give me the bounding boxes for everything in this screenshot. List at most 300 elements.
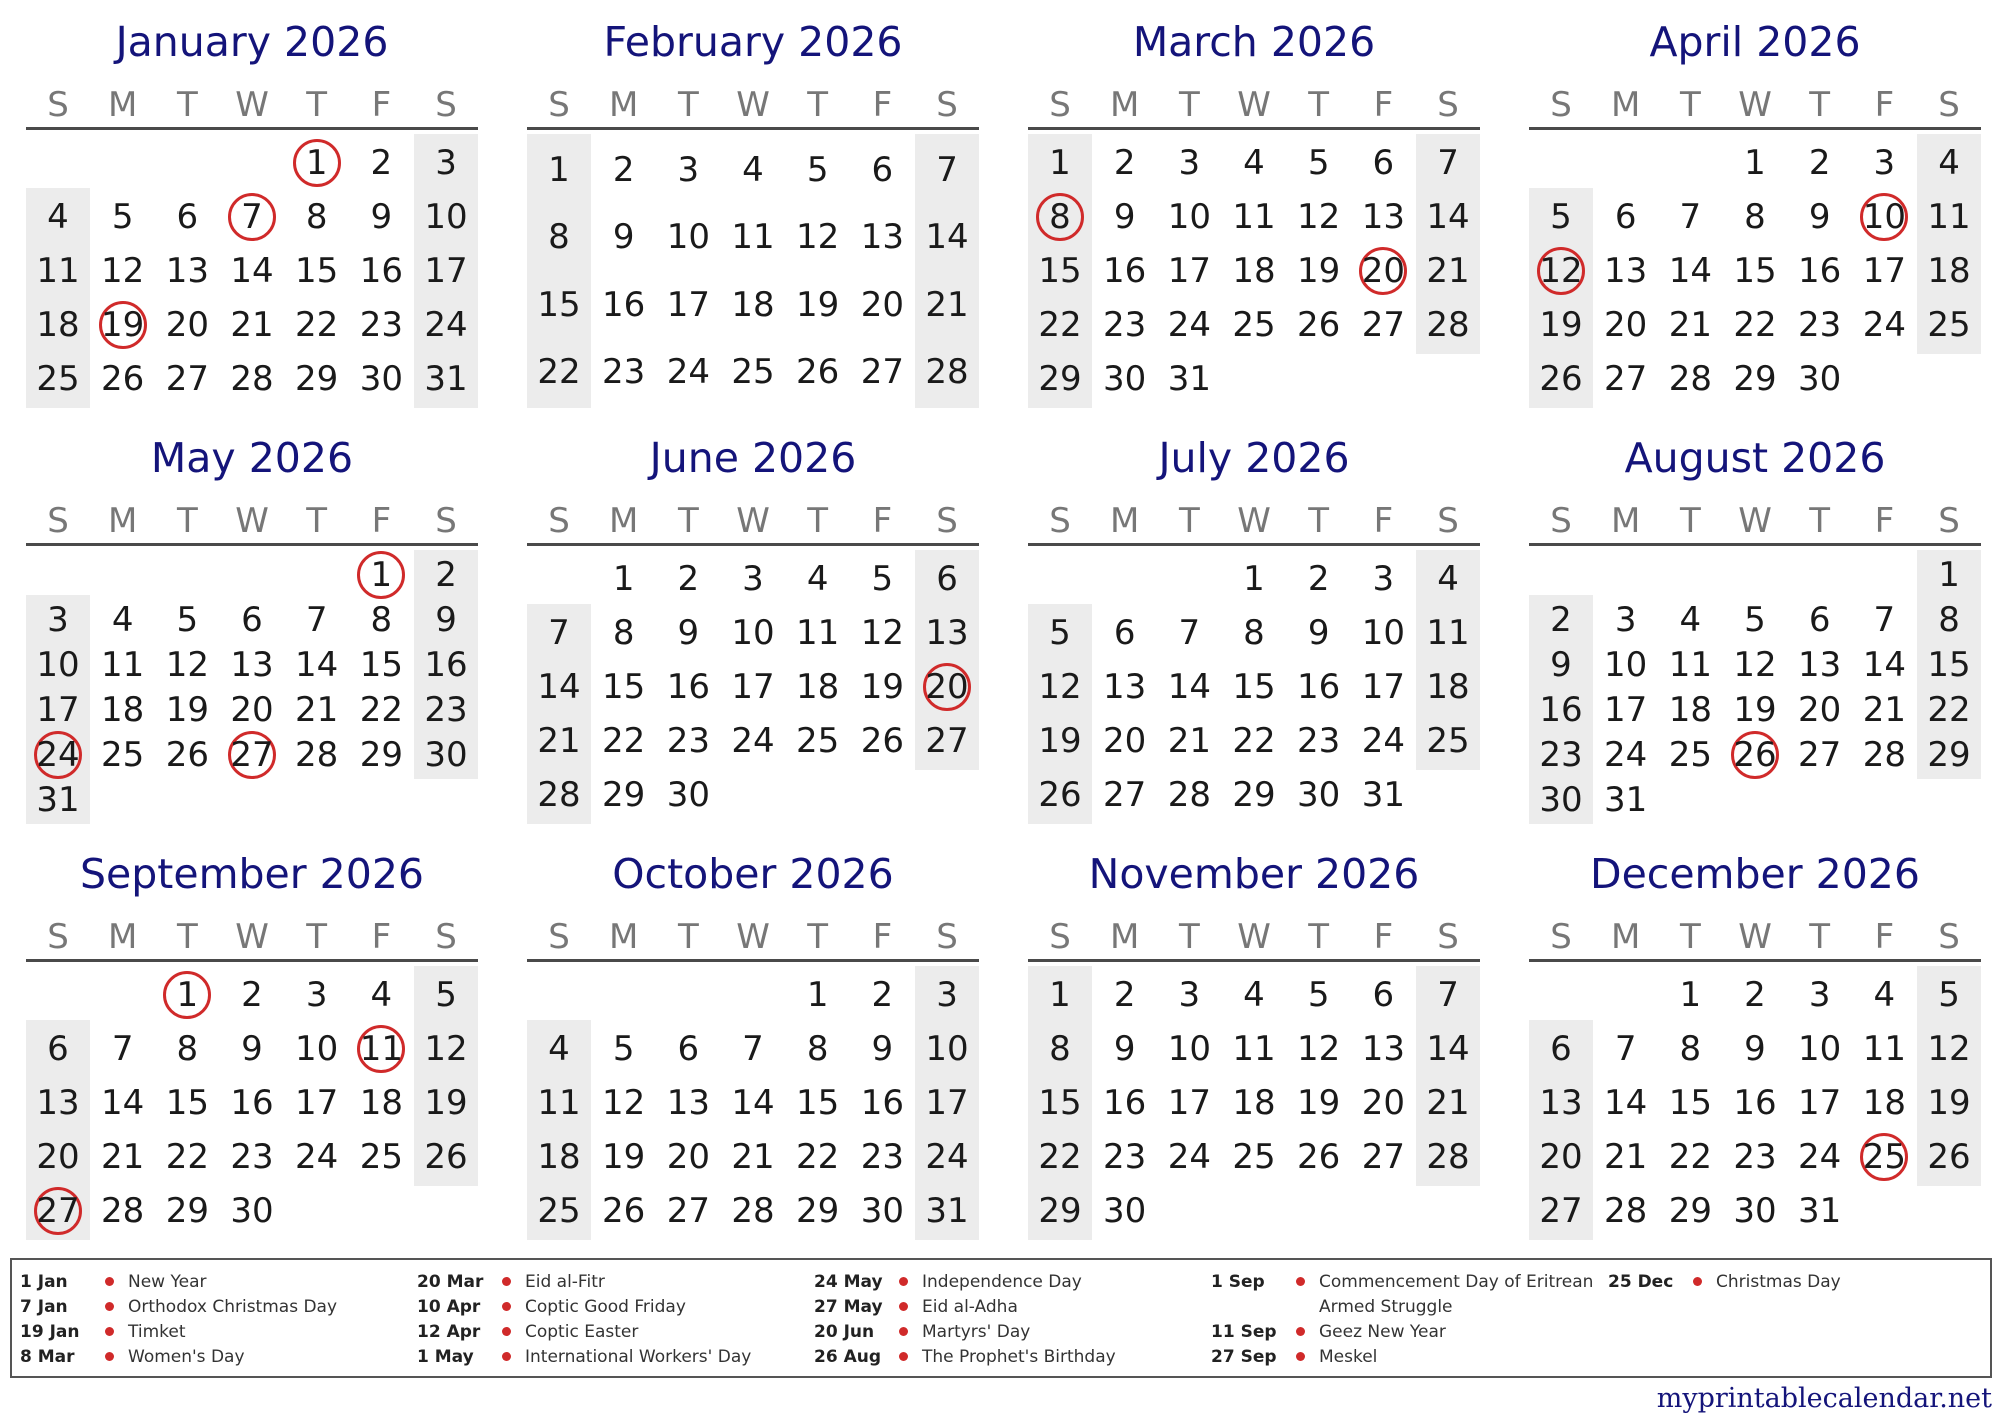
calendar-day[interactable]: 23 bbox=[359, 305, 403, 345]
calendar-day[interactable]: 23 bbox=[860, 1137, 904, 1177]
calendar-day[interactable]: 15 bbox=[1038, 1083, 1082, 1123]
calendar-day[interactable]: 12 bbox=[602, 1083, 646, 1123]
calendar-day[interactable]: 4 bbox=[1938, 143, 1960, 183]
calendar-day[interactable]: 13 bbox=[666, 1083, 710, 1123]
calendar-day[interactable]: 14 bbox=[1167, 667, 1211, 707]
calendar-day[interactable]: 8 bbox=[1243, 613, 1265, 653]
calendar-day[interactable]: 19 bbox=[602, 1137, 646, 1177]
calendar-day[interactable]: 14 bbox=[537, 667, 581, 707]
calendar-day[interactable]: 13 bbox=[1604, 251, 1648, 291]
calendar-day[interactable]: 30 bbox=[1733, 1191, 1777, 1231]
calendar-day[interactable]: 5 bbox=[806, 149, 829, 190]
calendar-day[interactable]: 25 bbox=[1232, 1137, 1276, 1177]
calendar-day[interactable]: 5 bbox=[1550, 197, 1572, 237]
calendar-day[interactable]: 2 bbox=[241, 975, 263, 1015]
calendar-day[interactable]: 31 bbox=[36, 779, 80, 820]
calendar-day[interactable]: 30 bbox=[1798, 359, 1842, 399]
calendar-day[interactable]: 15 bbox=[165, 1083, 209, 1123]
calendar-day[interactable]: 28 bbox=[1604, 1191, 1648, 1231]
calendar-day[interactable]: 17 bbox=[424, 251, 468, 291]
calendar-day[interactable]: 11 bbox=[537, 1083, 581, 1123]
calendar-day[interactable]: 8 bbox=[176, 1029, 199, 1069]
calendar-day[interactable]: 11 bbox=[1927, 197, 1971, 237]
calendar-day[interactable]: 5 bbox=[176, 599, 199, 640]
calendar-day[interactable]: 1 bbox=[548, 149, 570, 190]
calendar-day[interactable]: 28 bbox=[1426, 305, 1470, 345]
calendar-day[interactable]: 28 bbox=[1426, 1137, 1470, 1177]
calendar-day[interactable]: 7 bbox=[1679, 197, 1702, 237]
calendar-day[interactable]: 12 bbox=[1733, 644, 1777, 685]
calendar-day[interactable]: 15 bbox=[1232, 667, 1276, 707]
calendar-day[interactable]: 4 bbox=[1437, 559, 1459, 599]
calendar-day[interactable]: 14 bbox=[1862, 644, 1906, 685]
calendar-day[interactable]: 26 bbox=[1297, 1137, 1341, 1177]
calendar-day[interactable]: 21 bbox=[731, 1137, 775, 1177]
calendar-day[interactable]: 29 bbox=[796, 1191, 840, 1231]
calendar-day[interactable]: 25 bbox=[537, 1191, 581, 1231]
calendar-day[interactable]: 7 bbox=[1437, 975, 1459, 1015]
calendar-day[interactable]: 13 bbox=[1103, 667, 1147, 707]
calendar-day[interactable]: 24 bbox=[731, 721, 775, 761]
calendar-day[interactable]: 18 bbox=[731, 284, 775, 325]
calendar-day[interactable]: 5 bbox=[1744, 599, 1766, 640]
calendar-day[interactable]: 25 bbox=[731, 352, 775, 393]
calendar-day[interactable]: 19 bbox=[1539, 305, 1583, 345]
calendar-day[interactable]: 26 bbox=[101, 359, 145, 399]
calendar-day[interactable]: 30 bbox=[666, 775, 710, 815]
calendar-day[interactable]: 15 bbox=[1668, 1083, 1712, 1123]
calendar-day[interactable]: 13 bbox=[165, 251, 209, 291]
holiday-day[interactable]: 7 bbox=[241, 197, 263, 237]
calendar-day[interactable]: 5 bbox=[111, 197, 134, 237]
calendar-day[interactable]: 15 bbox=[602, 667, 646, 707]
calendar-day[interactable]: 30 bbox=[1103, 1191, 1147, 1231]
calendar-day[interactable]: 8 bbox=[1049, 1029, 1071, 1069]
calendar-day[interactable]: 20 bbox=[36, 1137, 80, 1177]
calendar-day[interactable]: 22 bbox=[602, 721, 646, 761]
calendar-day[interactable]: 18 bbox=[1668, 689, 1712, 730]
holiday-day[interactable]: 1 bbox=[370, 554, 393, 595]
calendar-day[interactable]: 8 bbox=[1938, 599, 1960, 640]
calendar-day[interactable]: 27 bbox=[165, 359, 209, 399]
calendar-day[interactable]: 27 bbox=[860, 352, 904, 393]
holiday-day[interactable]: 8 bbox=[1049, 197, 1071, 237]
calendar-day[interactable]: 14 bbox=[230, 251, 274, 291]
calendar-day[interactable]: 4 bbox=[548, 1029, 570, 1069]
calendar-day[interactable]: 29 bbox=[1668, 1191, 1712, 1231]
calendar-day[interactable]: 8 bbox=[806, 1029, 829, 1069]
calendar-day[interactable]: 31 bbox=[1361, 775, 1405, 815]
calendar-day[interactable]: 29 bbox=[1038, 1191, 1082, 1231]
calendar-day[interactable]: 16 bbox=[1733, 1083, 1777, 1123]
calendar-day[interactable]: 30 bbox=[424, 734, 468, 775]
calendar-day[interactable]: 22 bbox=[1927, 689, 1971, 730]
calendar-day[interactable]: 21 bbox=[1604, 1137, 1648, 1177]
calendar-day[interactable]: 23 bbox=[1103, 1137, 1147, 1177]
calendar-day[interactable]: 16 bbox=[666, 667, 710, 707]
calendar-day[interactable]: 4 bbox=[742, 149, 764, 190]
calendar-day[interactable]: 2 bbox=[871, 975, 894, 1015]
calendar-day[interactable]: 12 bbox=[860, 613, 904, 653]
holiday-day[interactable]: 11 bbox=[359, 1029, 403, 1069]
calendar-day[interactable]: 10 bbox=[424, 197, 468, 237]
calendar-day[interactable]: 8 bbox=[370, 599, 393, 640]
calendar-day[interactable]: 9 bbox=[1744, 1029, 1766, 1069]
calendar-day[interactable]: 27 bbox=[1539, 1191, 1583, 1231]
calendar-day[interactable]: 2 bbox=[1550, 599, 1572, 640]
calendar-day[interactable]: 21 bbox=[1426, 251, 1470, 291]
holiday-day[interactable]: 26 bbox=[1733, 734, 1777, 775]
calendar-day[interactable]: 15 bbox=[537, 284, 581, 325]
calendar-day[interactable]: 25 bbox=[359, 1137, 403, 1177]
calendar-day[interactable]: 14 bbox=[295, 644, 339, 685]
calendar-day[interactable]: 6 bbox=[47, 1029, 69, 1069]
holiday-day[interactable]: 12 bbox=[1539, 251, 1583, 291]
calendar-day[interactable]: 9 bbox=[1113, 197, 1136, 237]
calendar-day[interactable]: 12 bbox=[1038, 667, 1082, 707]
holiday-day[interactable]: 1 bbox=[176, 975, 199, 1015]
calendar-day[interactable]: 26 bbox=[1539, 359, 1583, 399]
calendar-day[interactable]: 31 bbox=[1798, 1191, 1842, 1231]
calendar-day[interactable]: 13 bbox=[1539, 1083, 1583, 1123]
calendar-day[interactable]: 21 bbox=[1862, 689, 1906, 730]
calendar-day[interactable]: 30 bbox=[359, 359, 403, 399]
calendar-day[interactable]: 28 bbox=[1668, 359, 1712, 399]
calendar-day[interactable]: 16 bbox=[1103, 251, 1147, 291]
calendar-day[interactable]: 7 bbox=[1437, 143, 1459, 183]
calendar-day[interactable]: 18 bbox=[359, 1083, 403, 1123]
calendar-day[interactable]: 6 bbox=[1550, 1029, 1572, 1069]
calendar-day[interactable]: 30 bbox=[1297, 775, 1341, 815]
calendar-day[interactable]: 7 bbox=[548, 613, 570, 653]
calendar-day[interactable]: 9 bbox=[370, 197, 393, 237]
calendar-day[interactable]: 20 bbox=[860, 284, 904, 325]
calendar-day[interactable]: 2 bbox=[1744, 975, 1766, 1015]
calendar-day[interactable]: 23 bbox=[1798, 305, 1842, 345]
calendar-day[interactable]: 17 bbox=[1604, 689, 1648, 730]
calendar-day[interactable]: 24 bbox=[1361, 721, 1405, 761]
calendar-day[interactable]: 19 bbox=[796, 284, 840, 325]
calendar-day[interactable]: 27 bbox=[1798, 734, 1842, 775]
calendar-day[interactable]: 16 bbox=[359, 251, 403, 291]
calendar-day[interactable]: 22 bbox=[359, 689, 403, 730]
calendar-day[interactable]: 3 bbox=[936, 975, 958, 1015]
calendar-day[interactable]: 28 bbox=[101, 1191, 145, 1231]
calendar-day[interactable]: 5 bbox=[435, 975, 457, 1015]
calendar-day[interactable]: 16 bbox=[230, 1083, 274, 1123]
site-credit[interactable]: myprintablecalendar.net bbox=[1656, 1383, 1992, 1414]
calendar-day[interactable]: 19 bbox=[1927, 1083, 1971, 1123]
calendar-day[interactable]: 6 bbox=[1372, 975, 1395, 1015]
calendar-day[interactable]: 3 bbox=[1372, 559, 1395, 599]
calendar-day[interactable]: 1 bbox=[1243, 559, 1265, 599]
calendar-day[interactable]: 11 bbox=[796, 613, 840, 653]
calendar-day[interactable]: 6 bbox=[871, 149, 894, 190]
calendar-day[interactable]: 22 bbox=[1038, 1137, 1082, 1177]
calendar-day[interactable]: 4 bbox=[806, 559, 829, 599]
calendar-day[interactable]: 18 bbox=[36, 305, 80, 345]
holiday-day[interactable]: 10 bbox=[1862, 197, 1906, 237]
calendar-day[interactable]: 21 bbox=[1426, 1083, 1470, 1123]
calendar-day[interactable]: 7 bbox=[1614, 1029, 1637, 1069]
calendar-day[interactable]: 3 bbox=[1808, 975, 1831, 1015]
calendar-day[interactable]: 5 bbox=[612, 1029, 635, 1069]
calendar-day[interactable]: 22 bbox=[537, 352, 581, 393]
calendar-day[interactable]: 10 bbox=[295, 1029, 339, 1069]
calendar-day[interactable]: 19 bbox=[1038, 721, 1082, 761]
calendar-day[interactable]: 8 bbox=[305, 197, 328, 237]
calendar-day[interactable]: 22 bbox=[1038, 305, 1082, 345]
calendar-day[interactable]: 4 bbox=[1679, 599, 1702, 640]
calendar-day[interactable]: 26 bbox=[860, 721, 904, 761]
calendar-day[interactable]: 9 bbox=[435, 599, 457, 640]
calendar-day[interactable]: 17 bbox=[666, 284, 710, 325]
calendar-day[interactable]: 8 bbox=[612, 613, 635, 653]
calendar-day[interactable]: 17 bbox=[36, 689, 80, 730]
holiday-day[interactable]: 27 bbox=[36, 1191, 80, 1231]
calendar-day[interactable]: 7 bbox=[305, 599, 328, 640]
calendar-day[interactable]: 25 bbox=[1927, 305, 1971, 345]
calendar-day[interactable]: 25 bbox=[101, 734, 145, 775]
calendar-day[interactable]: 18 bbox=[1426, 667, 1470, 707]
calendar-day[interactable]: 6 bbox=[677, 1029, 700, 1069]
calendar-day[interactable]: 11 bbox=[731, 217, 775, 258]
calendar-day[interactable]: 10 bbox=[1361, 613, 1405, 653]
calendar-day[interactable]: 29 bbox=[1232, 775, 1276, 815]
holiday-day[interactable]: 24 bbox=[36, 734, 80, 775]
calendar-day[interactable]: 3 bbox=[305, 975, 328, 1015]
calendar-day[interactable]: 11 bbox=[1232, 197, 1276, 237]
calendar-day[interactable]: 26 bbox=[424, 1137, 468, 1177]
calendar-day[interactable]: 1 bbox=[1049, 143, 1071, 183]
calendar-day[interactable]: 22 bbox=[1668, 1137, 1712, 1177]
calendar-day[interactable]: 24 bbox=[925, 1137, 969, 1177]
calendar-day[interactable]: 18 bbox=[1232, 1083, 1276, 1123]
holiday-day[interactable]: 19 bbox=[101, 305, 145, 345]
calendar-day[interactable]: 23 bbox=[666, 721, 710, 761]
calendar-day[interactable]: 3 bbox=[1873, 143, 1896, 183]
calendar-day[interactable]: 6 bbox=[1614, 197, 1637, 237]
calendar-day[interactable]: 12 bbox=[424, 1029, 468, 1069]
calendar-day[interactable]: 29 bbox=[359, 734, 403, 775]
calendar-day[interactable]: 21 bbox=[1167, 721, 1211, 761]
calendar-day[interactable]: 22 bbox=[796, 1137, 840, 1177]
calendar-day[interactable]: 24 bbox=[424, 305, 468, 345]
calendar-day[interactable]: 27 bbox=[666, 1191, 710, 1231]
calendar-day[interactable]: 14 bbox=[1668, 251, 1712, 291]
calendar-day[interactable]: 19 bbox=[165, 689, 209, 730]
calendar-day[interactable]: 4 bbox=[370, 975, 393, 1015]
calendar-day[interactable]: 29 bbox=[602, 775, 646, 815]
calendar-day[interactable]: 9 bbox=[677, 613, 700, 653]
calendar-day[interactable]: 20 bbox=[230, 689, 274, 730]
calendar-day[interactable]: 9 bbox=[241, 1029, 263, 1069]
calendar-day[interactable]: 10 bbox=[731, 613, 775, 653]
calendar-day[interactable]: 20 bbox=[1361, 1083, 1405, 1123]
calendar-day[interactable]: 10 bbox=[1167, 1029, 1211, 1069]
calendar-day[interactable]: 18 bbox=[1927, 251, 1971, 291]
calendar-day[interactable]: 1 bbox=[1744, 143, 1766, 183]
calendar-day[interactable]: 19 bbox=[1297, 251, 1341, 291]
calendar-day[interactable]: 20 bbox=[1539, 1137, 1583, 1177]
calendar-day[interactable]: 30 bbox=[1103, 359, 1147, 399]
calendar-day[interactable]: 11 bbox=[1232, 1029, 1276, 1069]
calendar-day[interactable]: 31 bbox=[925, 1191, 969, 1231]
holiday-day[interactable]: 25 bbox=[1862, 1137, 1906, 1177]
calendar-day[interactable]: 3 bbox=[1178, 975, 1201, 1015]
calendar-day[interactable]: 30 bbox=[230, 1191, 274, 1231]
calendar-day[interactable]: 7 bbox=[936, 149, 958, 190]
calendar-day[interactable]: 16 bbox=[860, 1083, 904, 1123]
calendar-day[interactable]: 21 bbox=[1668, 305, 1712, 345]
calendar-day[interactable]: 18 bbox=[1862, 1083, 1906, 1123]
calendar-day[interactable]: 15 bbox=[796, 1083, 840, 1123]
calendar-day[interactable]: 15 bbox=[1038, 251, 1082, 291]
calendar-day[interactable]: 5 bbox=[871, 559, 894, 599]
calendar-day[interactable]: 13 bbox=[1361, 197, 1405, 237]
calendar-day[interactable]: 13 bbox=[230, 644, 274, 685]
calendar-day[interactable]: 9 bbox=[1307, 613, 1330, 653]
calendar-day[interactable]: 28 bbox=[1862, 734, 1906, 775]
calendar-day[interactable]: 1 bbox=[1679, 975, 1702, 1015]
calendar-day[interactable]: 2 bbox=[677, 559, 700, 599]
calendar-day[interactable]: 5 bbox=[1049, 613, 1071, 653]
calendar-day[interactable]: 4 bbox=[1873, 975, 1896, 1015]
calendar-day[interactable]: 1 bbox=[1049, 975, 1071, 1015]
calendar-day[interactable]: 13 bbox=[925, 613, 969, 653]
calendar-day[interactable]: 26 bbox=[1038, 775, 1082, 815]
calendar-day[interactable]: 20 bbox=[1103, 721, 1147, 761]
calendar-day[interactable]: 20 bbox=[1798, 689, 1842, 730]
calendar-day[interactable]: 27 bbox=[925, 721, 969, 761]
calendar-day[interactable]: 31 bbox=[1604, 779, 1648, 820]
calendar-day[interactable]: 12 bbox=[1297, 1029, 1341, 1069]
calendar-day[interactable]: 13 bbox=[36, 1083, 80, 1123]
calendar-day[interactable]: 25 bbox=[1426, 721, 1470, 761]
calendar-day[interactable]: 4 bbox=[1243, 143, 1265, 183]
calendar-day[interactable]: 21 bbox=[230, 305, 274, 345]
calendar-day[interactable]: 7 bbox=[1873, 599, 1896, 640]
calendar-day[interactable]: 14 bbox=[101, 1083, 145, 1123]
calendar-day[interactable]: 24 bbox=[295, 1137, 339, 1177]
calendar-day[interactable]: 3 bbox=[742, 559, 764, 599]
calendar-day[interactable]: 18 bbox=[796, 667, 840, 707]
calendar-day[interactable]: 30 bbox=[1539, 779, 1583, 820]
calendar-day[interactable]: 16 bbox=[424, 644, 468, 685]
calendar-day[interactable]: 26 bbox=[165, 734, 209, 775]
calendar-day[interactable]: 16 bbox=[1798, 251, 1842, 291]
calendar-day[interactable]: 24 bbox=[1604, 734, 1648, 775]
calendar-day[interactable]: 14 bbox=[731, 1083, 775, 1123]
calendar-day[interactable]: 19 bbox=[1733, 689, 1777, 730]
calendar-day[interactable]: 6 bbox=[1808, 599, 1831, 640]
calendar-day[interactable]: 11 bbox=[36, 251, 80, 291]
calendar-day[interactable]: 17 bbox=[1798, 1083, 1842, 1123]
calendar-day[interactable]: 5 bbox=[1307, 975, 1330, 1015]
calendar-day[interactable]: 6 bbox=[936, 559, 958, 599]
calendar-day[interactable]: 21 bbox=[101, 1137, 145, 1177]
calendar-day[interactable]: 12 bbox=[1927, 1029, 1971, 1069]
calendar-day[interactable]: 18 bbox=[101, 689, 145, 730]
calendar-day[interactable]: 2 bbox=[1113, 143, 1136, 183]
calendar-day[interactable]: 7 bbox=[111, 1029, 134, 1069]
calendar-day[interactable]: 23 bbox=[1103, 305, 1147, 345]
calendar-day[interactable]: 9 bbox=[1550, 644, 1572, 685]
calendar-day[interactable]: 10 bbox=[666, 217, 710, 258]
calendar-day[interactable]: 5 bbox=[1938, 975, 1960, 1015]
calendar-day[interactable]: 10 bbox=[1798, 1029, 1842, 1069]
calendar-day[interactable]: 28 bbox=[731, 1191, 775, 1231]
calendar-day[interactable]: 3 bbox=[1614, 599, 1637, 640]
calendar-day[interactable]: 6 bbox=[241, 599, 263, 640]
calendar-day[interactable]: 14 bbox=[1426, 1029, 1470, 1069]
calendar-day[interactable]: 28 bbox=[1167, 775, 1211, 815]
calendar-day[interactable]: 4 bbox=[47, 197, 69, 237]
calendar-day[interactable]: 12 bbox=[796, 217, 840, 258]
calendar-day[interactable]: 14 bbox=[1604, 1083, 1648, 1123]
calendar-day[interactable]: 16 bbox=[1297, 667, 1341, 707]
calendar-day[interactable]: 12 bbox=[101, 251, 145, 291]
calendar-day[interactable]: 8 bbox=[548, 217, 570, 258]
calendar-day[interactable]: 10 bbox=[1604, 644, 1648, 685]
calendar-day[interactable]: 3 bbox=[47, 599, 69, 640]
calendar-day[interactable]: 28 bbox=[295, 734, 339, 775]
calendar-day[interactable]: 16 bbox=[1103, 1083, 1147, 1123]
calendar-day[interactable]: 17 bbox=[295, 1083, 339, 1123]
holiday-day[interactable]: 27 bbox=[230, 734, 274, 775]
calendar-day[interactable]: 17 bbox=[1167, 251, 1211, 291]
calendar-day[interactable]: 27 bbox=[1361, 1137, 1405, 1177]
calendar-day[interactable]: 1 bbox=[806, 975, 829, 1015]
calendar-day[interactable]: 1 bbox=[1938, 554, 1960, 595]
calendar-day[interactable]: 29 bbox=[1038, 359, 1082, 399]
calendar-day[interactable]: 2 bbox=[1307, 559, 1330, 599]
calendar-day[interactable]: 23 bbox=[1733, 1137, 1777, 1177]
calendar-day[interactable]: 13 bbox=[1361, 1029, 1405, 1069]
calendar-day[interactable]: 10 bbox=[1167, 197, 1211, 237]
calendar-day[interactable]: 22 bbox=[1232, 721, 1276, 761]
calendar-day[interactable]: 17 bbox=[1862, 251, 1906, 291]
calendar-day[interactable]: 25 bbox=[36, 359, 80, 399]
calendar-day[interactable]: 25 bbox=[1232, 305, 1276, 345]
calendar-day[interactable]: 31 bbox=[1167, 359, 1211, 399]
calendar-day[interactable]: 1 bbox=[612, 559, 635, 599]
calendar-day[interactable]: 27 bbox=[1604, 359, 1648, 399]
calendar-day[interactable]: 13 bbox=[1798, 644, 1842, 685]
calendar-day[interactable]: 20 bbox=[666, 1137, 710, 1177]
calendar-day[interactable]: 24 bbox=[1167, 305, 1211, 345]
calendar-day[interactable]: 27 bbox=[1103, 775, 1147, 815]
calendar-day[interactable]: 21 bbox=[537, 721, 581, 761]
calendar-day[interactable]: 9 bbox=[1113, 1029, 1136, 1069]
calendar-day[interactable]: 4 bbox=[1243, 975, 1265, 1015]
calendar-day[interactable]: 29 bbox=[1733, 359, 1777, 399]
calendar-day[interactable]: 28 bbox=[230, 359, 274, 399]
calendar-day[interactable]: 29 bbox=[295, 359, 339, 399]
calendar-day[interactable]: 17 bbox=[1361, 667, 1405, 707]
calendar-day[interactable]: 29 bbox=[1927, 734, 1971, 775]
calendar-day[interactable]: 11 bbox=[1862, 1029, 1906, 1069]
calendar-day[interactable]: 9 bbox=[612, 217, 635, 258]
calendar-day[interactable]: 26 bbox=[1927, 1137, 1971, 1177]
calendar-day[interactable]: 6 bbox=[1372, 143, 1395, 183]
calendar-day[interactable]: 17 bbox=[731, 667, 775, 707]
calendar-day[interactable]: 12 bbox=[165, 644, 209, 685]
calendar-day[interactable]: 15 bbox=[359, 644, 403, 685]
calendar-day[interactable]: 25 bbox=[796, 721, 840, 761]
calendar-day[interactable]: 26 bbox=[796, 352, 840, 393]
calendar-day[interactable]: 10 bbox=[36, 644, 80, 685]
